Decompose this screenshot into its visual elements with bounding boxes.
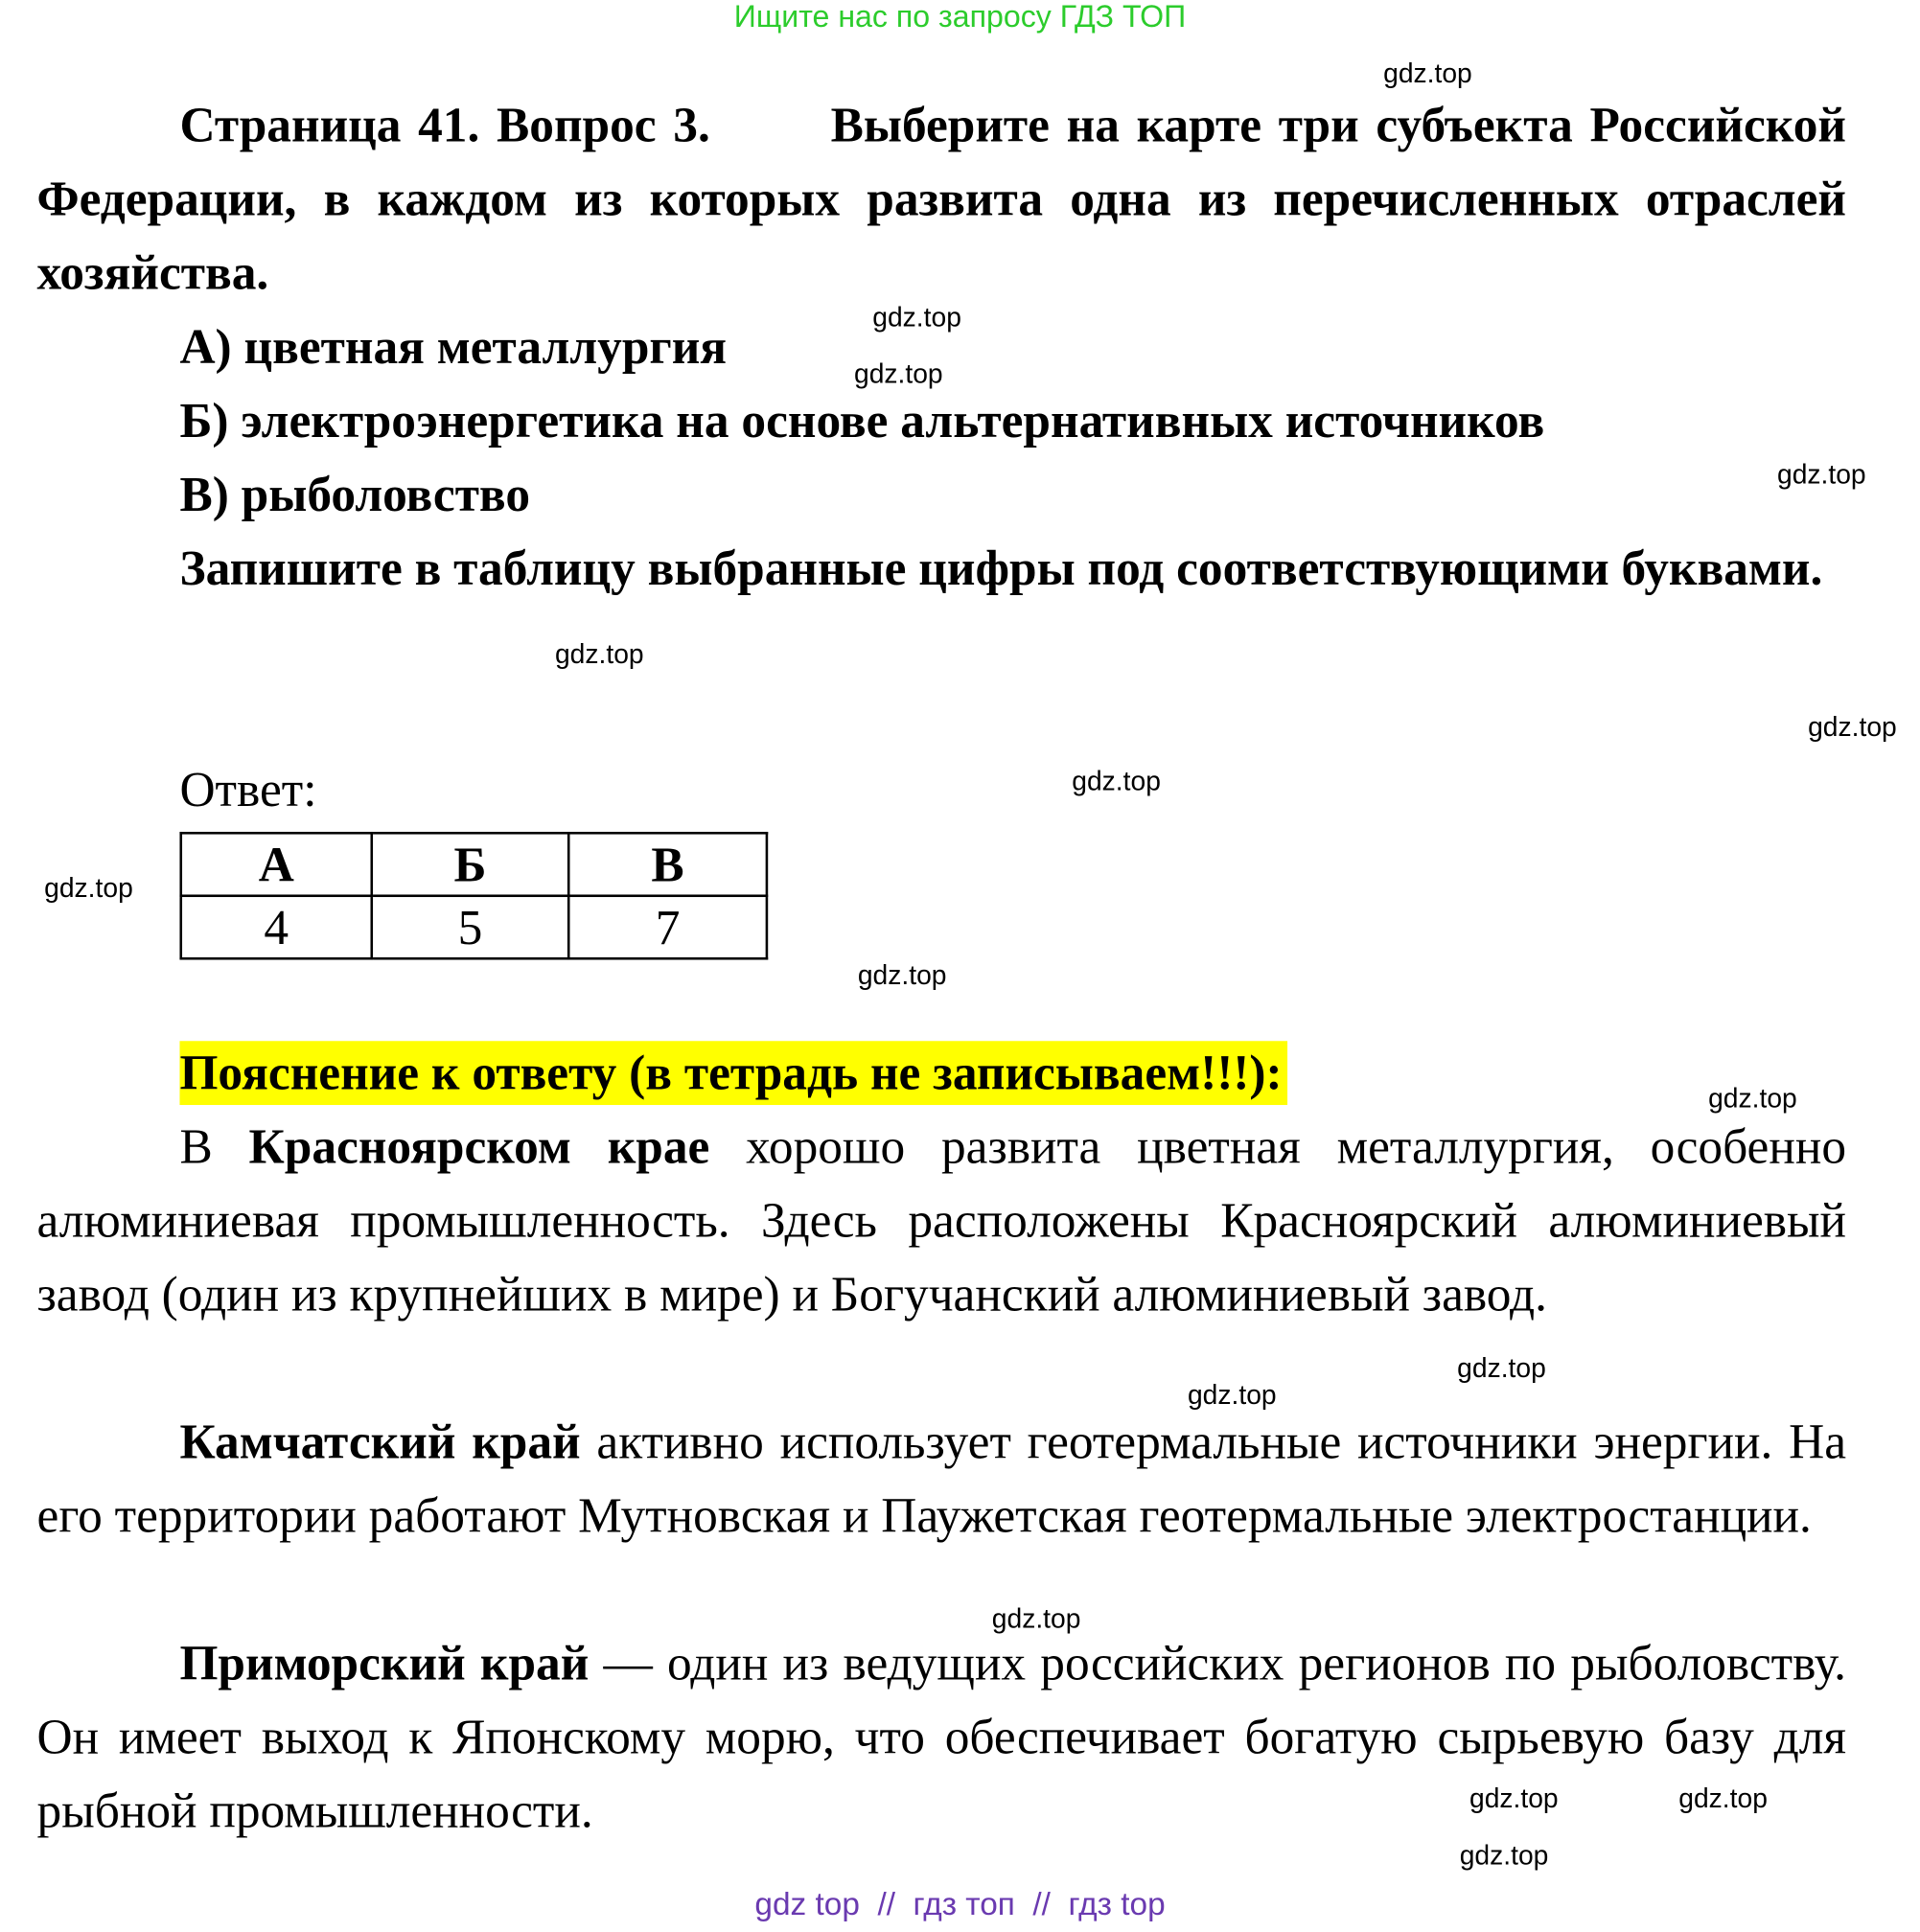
watermark: gdz.top [1708, 1082, 1797, 1115]
watermark: gdz.top [991, 1603, 1081, 1635]
option-b: Б) электроэнергетика на основе альтернативных источников [179, 392, 1545, 448]
header-a: А [181, 833, 372, 895]
question-text [37, 88, 1846, 310]
answer-table [179, 832, 768, 960]
p3-region: Приморский край [179, 1635, 590, 1691]
watermark: gdz.top [1808, 711, 1897, 743]
watermark: gdz.top [1776, 458, 1866, 491]
watermark: gdz.top [1383, 58, 1472, 89]
question-title: Страница 41. Вопрос 3. [179, 97, 710, 153]
explanation-paragraph-2 [37, 1405, 1846, 1552]
watermark: gdz.top [44, 872, 133, 904]
header-ad-text: Ищите нас по запросу ГДЗ ТОП [733, 0, 1187, 34]
question-body: Выберите на карте три субъекта Российской Федерации, в каждом из которых развита одна из перечисленных отраслей хозяйства. [36, 97, 1846, 301]
watermark: gdz.top [1678, 1782, 1768, 1814]
watermark: gdz.top [872, 301, 961, 333]
p1-region: Красноярском крае [248, 1118, 710, 1174]
p1-text: хорошо развита цветная металлургия, особенно алюминиевая промышленность. Здесь расположены Красноярский алюминиевый завод (один из крупнейших в мире) и Богучанский алюминиевый завод. [36, 1118, 1846, 1322]
watermark: gdz.top [853, 357, 943, 389]
answer-label: Ответ: [179, 761, 317, 817]
option-a: А) цветная металлургия [179, 318, 728, 375]
p1-pre: В [179, 1118, 249, 1174]
p3-text: — один из ведущих российских регионов по рыболовству. Он имеет выход к Японскому морю, что обеспечивает богатую сырьевую базу для рыбной промышленности. [36, 1635, 1847, 1839]
watermark: gdz.top [1187, 1379, 1277, 1411]
footer-links[interactable]: gdz top // гдз топ // гдз top [754, 1885, 1166, 1922]
value-a: 4 [181, 896, 372, 958]
instruction-text: Запишите в таблицу выбранные цифры под соответствующими буквами. [179, 540, 1823, 596]
watermark: gdz.top [554, 638, 644, 670]
watermark: gdz.top [1457, 1352, 1546, 1384]
header-c: В [568, 833, 767, 895]
explanation-title: Пояснение к ответу (в тетрадь не записываем!!!): [179, 1041, 1286, 1105]
watermark: gdz.top [857, 959, 947, 991]
p2-text: активно использует геотермальные источники энергии. На его территории работают Мутновская и Паужетская геотермальные электростанции. [36, 1414, 1847, 1544]
explanation-paragraph-1 [37, 1110, 1846, 1331]
table-row [181, 896, 767, 958]
value-c: 7 [568, 896, 767, 958]
watermark: gdz.top [1072, 765, 1161, 796]
watermark: gdz.top [1469, 1782, 1559, 1814]
table-header-row [181, 833, 767, 895]
explanation-paragraph-3 [37, 1626, 1846, 1848]
p2-region: Камчатский край [179, 1414, 581, 1470]
watermark: gdz.top [1459, 1839, 1549, 1871]
option-c: В) рыболовство [179, 466, 531, 522]
header-b: Б [372, 833, 568, 895]
value-b: 5 [372, 896, 568, 958]
